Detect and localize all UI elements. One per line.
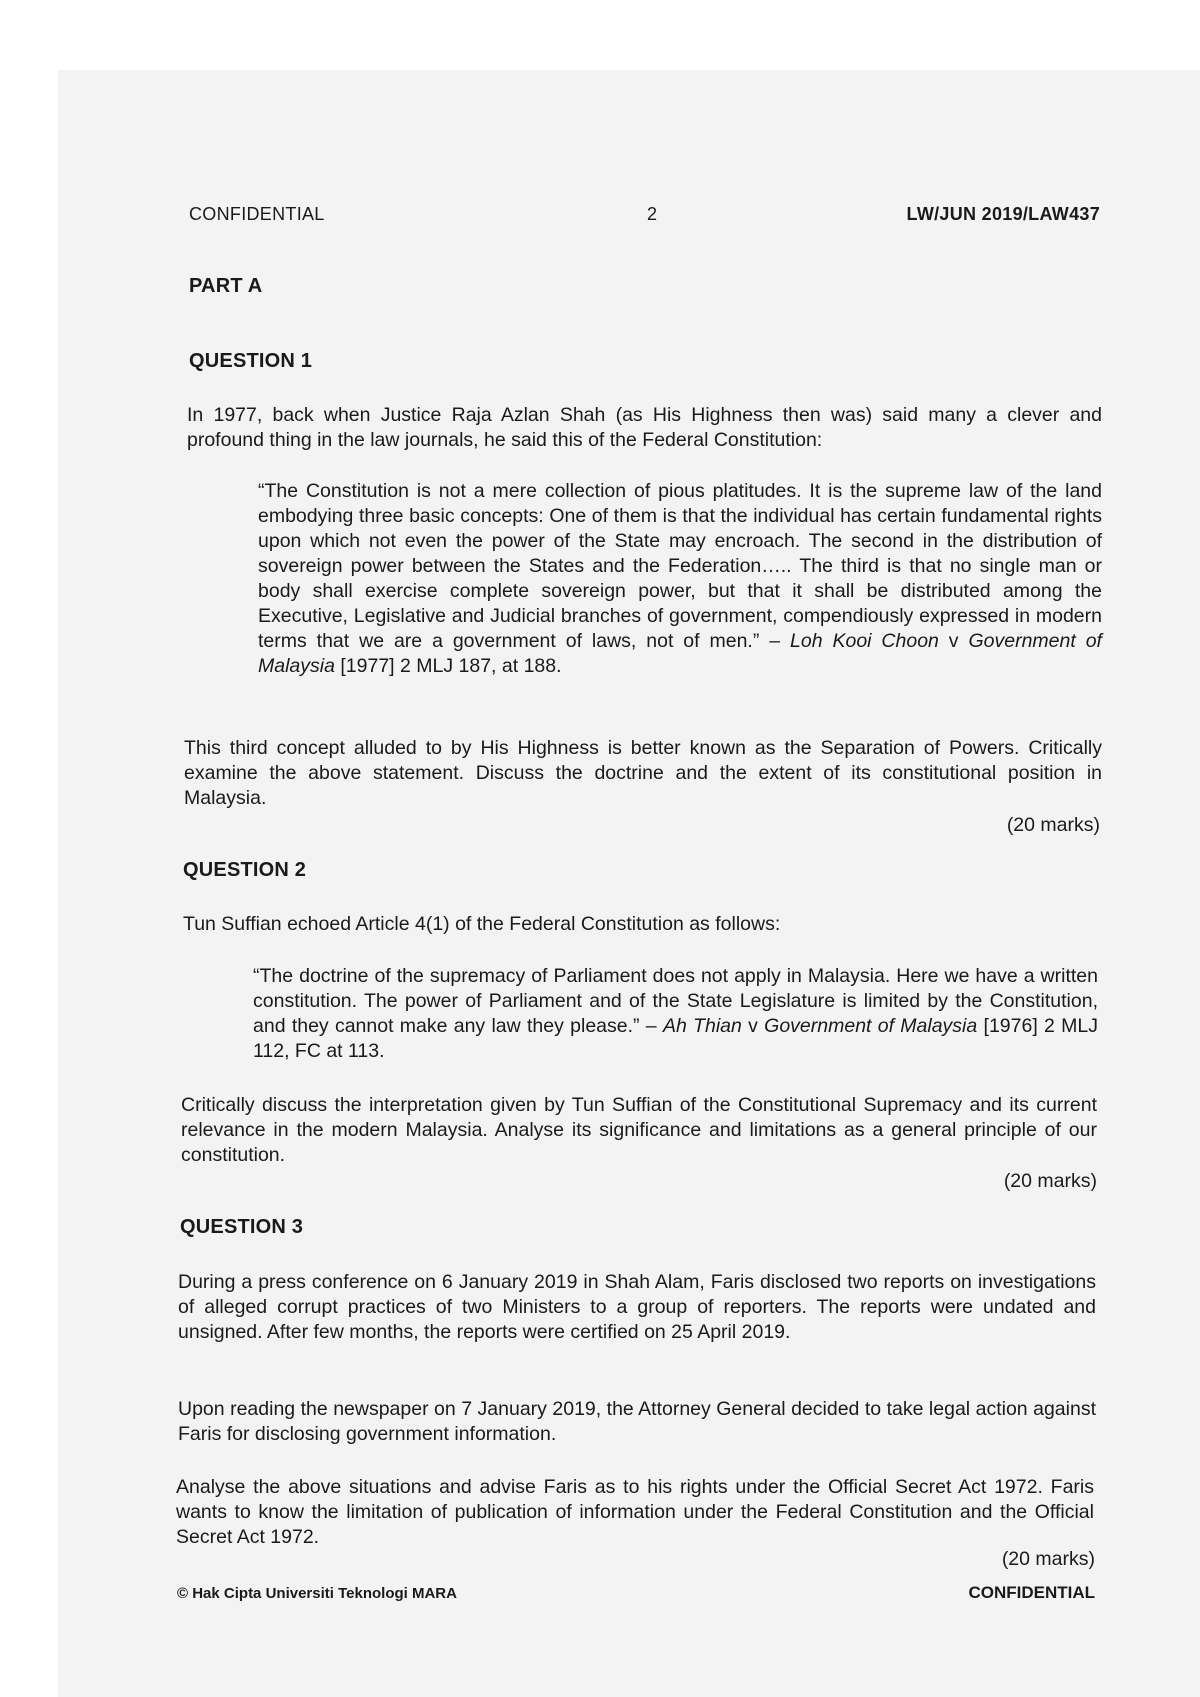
question-3-paragraph: Upon reading the newspaper on 7 January 2019, the Attorney General decided to take legal action against Faris for disclosing government information. (178, 1398, 1096, 1445)
question-1-task: This third concept alluded to by His Highness is better known as the Separation of Powers. Critically examine the above statement. Discuss the doctrine and the extent of its constitutional position in Malaysia. (184, 737, 1102, 809)
question-3-marks: (20 marks) (1001, 1548, 1095, 1570)
case-name: Ah Thian (662, 1015, 742, 1037)
question-3-paragraph: Analyse the above situations and advise Faris as to his rights under the Official Secret Act 1972. Faris wants to know the limitation of publication of information under the Federal Constitution and the Official Secret Act 1972. (176, 1476, 1094, 1548)
question-2-title: QUESTION 2 (183, 859, 307, 881)
quote-text: “The doctrine of the supremacy of Parliament does not apply in Malaysia. Here we have a written constitution. The power of Parliament and of the State Legislature is limited by the Constitution, and they cannot make any law they please.” – (253, 965, 1098, 1037)
question-1-intro: In 1977, back when Justice Raja Azlan Shah (as His Highness then was) said many a clever and profound thing in the law journals, he said this of the Federal Constitution: (187, 404, 1102, 451)
question-3-title: QUESTION 3 (180, 1216, 304, 1238)
case-citation: [1977] 2 MLJ 187, at 188. (334, 655, 562, 677)
question-1-marks: (20 marks) (1006, 814, 1100, 836)
footer-copyright: © Hak Cipta Universiti Teknologi MARA (177, 1585, 457, 1602)
page-number: 2 (647, 204, 658, 224)
question-2-marks: (20 marks) (1003, 1170, 1097, 1192)
question-3-paragraph: During a press conference on 6 January 2019 in Shah Alam, Faris disclosed two reports on investigations of alleged corrupt practices of two Ministers to a group of reporters. The reports were undated and unsigned. After few months, the reports were certified on 25 April 2019. (178, 1271, 1096, 1343)
header-confidential: CONFIDENTIAL (189, 204, 325, 224)
question-1-quote (258, 479, 1102, 679)
header-course-code: LW/JUN 2019/LAW437 (906, 204, 1100, 224)
footer-confidential: CONFIDENTIAL (968, 1583, 1095, 1602)
question-2-intro: Tun Suffian echoed Article 4(1) of the Federal Constitution as follows: (183, 913, 781, 935)
question-1-title: QUESTION 1 (189, 350, 313, 372)
quote-text: “The Constitution is not a mere collection of pious platitudes. It is the supreme law of the land embodying three basic concepts: One of them is that the individual has certain fundamental rights upon which not even the power of the State may encroach. The second in the distribution of sovereign power between the States and the Federation….. The third is that no single man or body shall exercise complete sovereign power, but that it shall be distributed among the Executive, Legislative and Judicial branches of government, compendiously expressed in modern terms that we are a government of laws, not of men.” – (258, 480, 1102, 652)
question-2-task: Critically discuss the interpretation given by Tun Suffian of the Constitutional Supremacy and its current relevance in the modern Malaysia. Analyse its significance and limitations as a general principle of our constitution. (181, 1094, 1097, 1166)
case-name: Loh Kooi Choon (790, 630, 939, 652)
case-versus: v (938, 630, 969, 652)
part-title: PART A (189, 275, 263, 297)
case-name: Government of Malaysia (258, 630, 1102, 677)
question-2-quote (253, 964, 1098, 1064)
case-citation: [1976] 2 MLJ 112, FC at 113. (253, 1015, 1098, 1062)
case-name: Government of Malaysia (764, 1015, 978, 1037)
page-sheet (58, 70, 1200, 1697)
case-versus: v (741, 1015, 765, 1037)
